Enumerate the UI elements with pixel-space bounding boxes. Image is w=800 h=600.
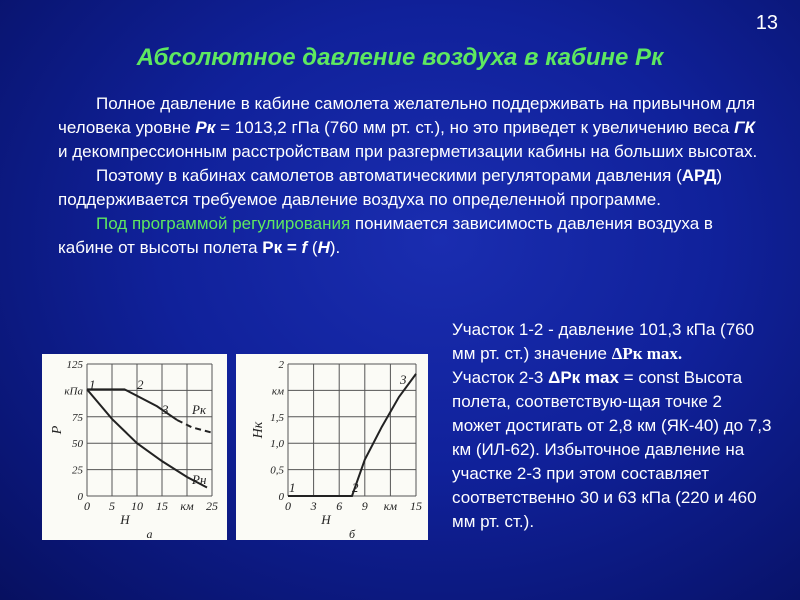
x-axis-label: Н — [120, 512, 130, 527]
x-tick-label: 5 — [109, 499, 115, 513]
series-line-1-dashed — [177, 420, 212, 433]
series-line-0 — [87, 389, 207, 487]
panel-label: а — [146, 527, 153, 540]
x-tick-label: 15 — [156, 499, 168, 513]
x-axis-label: Н — [321, 512, 331, 527]
main-text — [58, 92, 758, 260]
point-label: 1 — [89, 377, 96, 392]
x-tick-label: 3 — [310, 499, 317, 513]
x-tick-label: 25 — [206, 499, 218, 513]
x-tick-label: 0 — [285, 499, 291, 513]
point-label: 3 — [400, 372, 407, 387]
point-label: 3 — [162, 402, 169, 417]
slide-title: Абсолютное давление воздуха в кабине Рк — [136, 44, 664, 71]
point-label: 1 — [289, 480, 296, 495]
chart-b-svg — [236, 354, 428, 540]
y-tick-label: км — [271, 385, 284, 398]
paragraph-3: Под программой регулирования понимается зависимость давления воздуха в кабине от высоты полета Рк = f (Н). — [58, 214, 713, 257]
point-label: Рн — [192, 472, 207, 487]
x-tick-label: 6 — [336, 499, 343, 513]
chart-altitude — [236, 354, 428, 540]
x-tick-label: 15 — [410, 499, 422, 513]
y-tick-label: 0,5 — [270, 464, 284, 477]
y-tick-label: 1,5 — [270, 411, 284, 424]
y-tick-label: 2 — [278, 359, 284, 371]
y-tick-label: 0 — [77, 491, 83, 503]
x-tick-label: 10 — [131, 499, 143, 513]
y-tick-label: 125 — [66, 359, 83, 371]
point-label: 2 — [137, 377, 144, 392]
y-axis-label: Нк — [251, 421, 266, 439]
y-tick-label: 25 — [72, 464, 83, 477]
y-tick-label: 75 — [72, 411, 83, 424]
chart-a-svg — [42, 354, 227, 540]
x-tick-label: км — [383, 499, 398, 513]
paragraph-2: Поэтому в кабинах самолетов автоматическими регуляторами давления (АРД) поддерживается требуемое давление воздуха по определенной программе. — [58, 166, 723, 209]
x-tick-label: 0 — [84, 499, 90, 513]
x-tick-label: км — [180, 499, 194, 513]
x-tick-label: 9 — [361, 499, 368, 513]
point-label: 2 — [352, 480, 359, 495]
side-text: Участок 1-2 - давление 101,3 кПа (760 мм рт. ст.) значение ΔPк max. Участок 2-3 ΔPк max = const Высота полета, соответствую-щая точке 2 может достигать от 2,8 км (ЯК-40) до 7,3 км (ИЛ-62). Избыточное давление на участке 2-3 при этом составляет соответственно 30 и 63 кПа (220 и 460 мм рт. ст.). — [452, 320, 772, 531]
y-tick-label: 0 — [278, 491, 284, 503]
y-tick-label: 1,0 — [270, 438, 284, 451]
y-tick-label: 50 — [72, 438, 83, 451]
y-tick-label: кПа — [64, 385, 83, 398]
series-line-0 — [288, 374, 416, 496]
page-number: 13 — [755, 12, 778, 34]
panel-label: б — [348, 527, 356, 540]
point-label: Рк — [192, 402, 207, 417]
chart-pressure — [42, 354, 227, 540]
paragraph-1: Полное давление в кабине самолета желательно поддерживать на привычном для человека уровне Рк = 1013,2 гПа (760 мм рт. ст.), но это приведет к увеличению веса ГК и декомпрессионным расстройствам при разгерметизации кабины на больших высотах. — [58, 94, 758, 161]
y-axis-label: P — [50, 425, 65, 435]
